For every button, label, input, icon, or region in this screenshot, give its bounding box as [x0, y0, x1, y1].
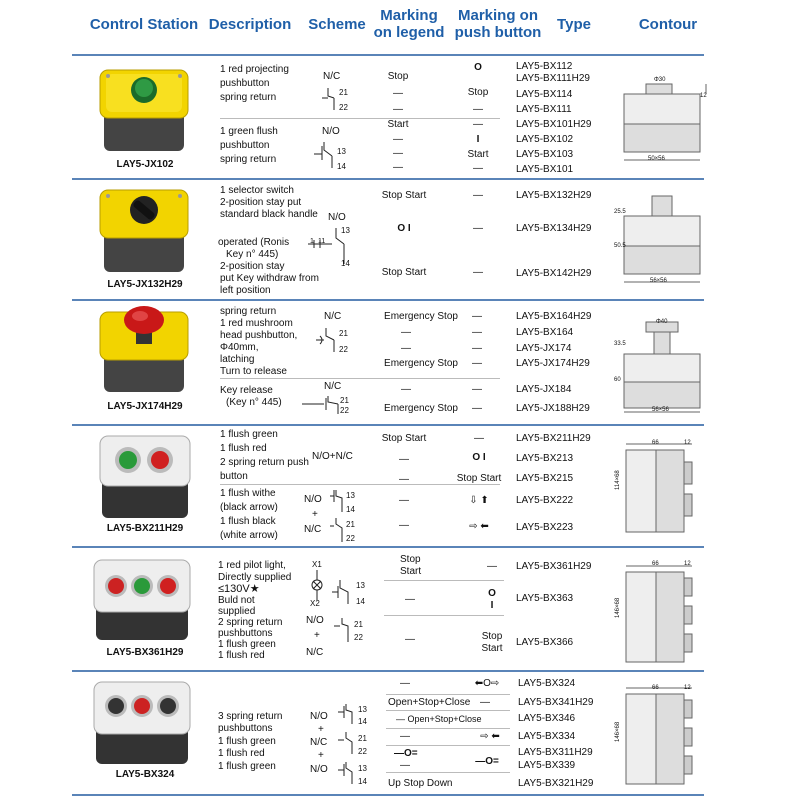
- s6-button-2: —: [480, 697, 490, 708]
- s6-subrule-1: [386, 694, 510, 695]
- s4-type-2: LAY5-BX213: [516, 453, 574, 464]
- s5-dim-2: 12: [684, 561, 691, 567]
- header-rule: [72, 54, 704, 56]
- s2-button-2: —: [473, 223, 483, 234]
- s4-legend-4: —: [399, 495, 409, 506]
- s1-button-5: I: [476, 134, 480, 145]
- station-label-6: LAY5-BX324: [115, 769, 175, 780]
- s3-dim-2: 33.5: [614, 341, 626, 347]
- s1-type-5: LAY5-BX101H29: [516, 119, 592, 130]
- s3-desc-3: head pushbutton,: [220, 330, 298, 341]
- s6-desc-5: 1 flush green: [218, 761, 276, 772]
- s1-desc-a-2: pushbutton: [220, 78, 270, 89]
- s3-desc-1: spring return: [220, 306, 277, 317]
- s1-scheme-no: N/O: [322, 126, 340, 137]
- s4-legend-2: —: [399, 454, 409, 465]
- s5-legend-4: —: [405, 634, 415, 645]
- s2-contour-drawing: [612, 190, 712, 288]
- s4-desc-2: 1 flush red: [220, 443, 267, 454]
- s1-legend-2: —: [393, 88, 403, 99]
- s1-contact-no-symbol: [312, 140, 338, 170]
- s6-type-6: LAY5-BX339: [518, 760, 576, 771]
- s5-desc-2: Directly supplied: [218, 572, 292, 583]
- s1-desc-a-1: 1 red projecting: [220, 64, 289, 75]
- s3-dim-4: 56×56: [652, 407, 669, 413]
- s5-n13: 13: [356, 581, 365, 590]
- section-rule-2: [72, 299, 704, 301]
- s6-scheme-1: N/O: [310, 711, 328, 722]
- s4-desc-6: (black arrow): [220, 502, 278, 513]
- s4-type-3: LAY5-BX215: [516, 473, 574, 484]
- section-rule-4: [72, 546, 704, 548]
- s3-desc-8: (Key n° 445): [226, 397, 282, 408]
- s3-scheme-nc-2: N/C: [324, 381, 342, 392]
- s6-n13-b: 13: [358, 764, 367, 773]
- s6-type-2: LAY5-BX341H29: [518, 697, 594, 708]
- s4-n22: 22: [346, 534, 355, 543]
- s5-subrule-1: [384, 580, 504, 581]
- s5-x1: X1: [312, 560, 322, 569]
- station-label-3: LAY5-JX174H29: [107, 401, 183, 412]
- s3-type-2: LAY5-BX164: [516, 327, 574, 338]
- s4-button-1: —: [474, 433, 484, 444]
- s4-legend-5: —: [399, 520, 409, 531]
- s5-legend-2: Start: [400, 566, 422, 577]
- s3-legend-4: Emergency Stop: [384, 358, 458, 369]
- s6-row-7: Up Stop Down: [388, 778, 453, 789]
- s6-button-4: ⇨ ⬅: [480, 731, 500, 742]
- s3-subrule: [220, 378, 500, 379]
- s3-desc-2: 1 red mushroom: [220, 318, 293, 329]
- s4-n14: 14: [346, 505, 355, 514]
- s6-contact-symbols: [336, 702, 360, 786]
- s1-no-14: 14: [337, 162, 346, 171]
- s3-button-1: —: [472, 311, 482, 322]
- s1-contact-nc-symbol: [318, 86, 340, 112]
- s6-type-4: LAY5-BX334: [518, 731, 576, 742]
- s2-type-2: LAY5-BX134H29: [516, 223, 592, 234]
- s6-dim-1: 66: [652, 685, 659, 691]
- s4-desc-1: 1 flush green: [220, 429, 278, 440]
- s1-type-8: LAY5-BX101: [516, 164, 574, 175]
- s6-row-5: —O=: [394, 748, 418, 759]
- s4-desc-7: 1 flush black: [220, 516, 276, 527]
- s4-scheme: N/O+N/C: [312, 451, 353, 462]
- s5-subrule-2: [384, 615, 504, 616]
- s1-subrule: [220, 118, 500, 119]
- s2-desc-5: Key n° 445): [226, 249, 279, 260]
- s5-desc-3: ≤130V★: [218, 583, 260, 595]
- s6-n14-a: 14: [358, 717, 367, 726]
- station-image-bx361h29: [90, 556, 194, 644]
- s5-dim-1: 66: [652, 561, 659, 567]
- s5-desc-8: 1 flush green: [218, 639, 276, 650]
- s5-type-1: LAY5-BX361H29: [516, 561, 592, 572]
- s3-button-6: —: [472, 403, 482, 414]
- s3-type-5: LAY5-JX184: [516, 384, 572, 395]
- s4-type-1: LAY5-BX211H29: [516, 433, 591, 444]
- s2-dim-3: 56×56: [650, 278, 667, 284]
- s3-button-2: —: [472, 327, 482, 338]
- s5-button-5: Start: [481, 643, 503, 654]
- s1-type-4: LAY5-BX111: [516, 104, 572, 115]
- s1-no-13: 13: [337, 147, 346, 156]
- header-control-station: Control Station: [89, 16, 199, 33]
- header-marking-legend: [368, 7, 450, 41]
- s5-type-2: LAY5-BX363: [516, 593, 574, 604]
- station-label-5: LAY5-BX361H29: [106, 647, 184, 658]
- s1-desc-b-1: 1 green flush: [220, 126, 278, 137]
- s5-scheme-plus: +: [314, 630, 320, 641]
- s4-desc-3: 2 spring return push: [220, 457, 309, 468]
- s2-button-1: —: [473, 190, 483, 201]
- s6-button-5: —O=: [475, 756, 499, 767]
- header-marking-button: [448, 7, 548, 41]
- s1-button-2: Stop: [467, 87, 489, 98]
- s6-scheme-2: +: [318, 724, 324, 735]
- s5-n14: 14: [356, 597, 365, 606]
- s4-type-5: LAY5-BX223: [516, 522, 574, 533]
- s3-n21-b: 21: [340, 396, 349, 405]
- s4-scheme-plus: +: [312, 509, 318, 520]
- s5-n22: 22: [354, 633, 363, 642]
- s4-dim-3: 114×68: [615, 470, 621, 490]
- s5-dim-3: 146×68: [615, 597, 621, 618]
- s6-scheme-5: N/O: [310, 764, 328, 775]
- s4-contour-drawing: [614, 440, 704, 536]
- s5-legend-3: —: [405, 594, 415, 605]
- s5-button-1: —: [487, 561, 497, 572]
- s2-dim-2: 50.5: [614, 243, 626, 249]
- header-contour: Contour: [638, 16, 698, 33]
- s1-button-3: —: [473, 104, 483, 115]
- s6-row-2: Open+Stop+Close: [388, 697, 471, 708]
- s1-button-7: —: [473, 163, 483, 174]
- s1-dim-2: 12: [700, 93, 707, 99]
- s3-legend-6: Emergency Stop: [384, 403, 458, 414]
- station-label-4: LAY5-BX211H29: [106, 523, 184, 534]
- s3-contour-drawing: [612, 316, 712, 416]
- s6-scheme-4: +: [318, 750, 324, 761]
- s3-button-4: —: [472, 358, 482, 369]
- s2-legend-2: O I: [397, 223, 411, 234]
- s6-type-3: LAY5-BX346: [518, 713, 576, 724]
- s5-button-3: I: [490, 600, 494, 611]
- s6-contour-drawing: [614, 684, 704, 788]
- s5-n21: 21: [354, 620, 363, 629]
- section-rule-6: [72, 794, 704, 796]
- s2-n1: 1: [310, 238, 314, 245]
- s5-desc-6: 2 spring return: [218, 617, 283, 628]
- s1-button-6: Start: [467, 149, 489, 160]
- s6-desc-2: pushbuttons: [218, 723, 273, 734]
- header-marking-button-line1: Marking on: [457, 7, 538, 24]
- s3-type-3: LAY5-JX174: [516, 343, 572, 354]
- s1-button-1: O: [474, 62, 482, 73]
- s6-subrule-4: [386, 745, 510, 746]
- s4-button-4: ⇩ ⬆: [469, 495, 489, 506]
- s4-legend-3: —: [399, 474, 409, 485]
- s1-dim-3: 50×56: [648, 156, 665, 162]
- s2-legend-1: Stop Start: [381, 190, 427, 201]
- s3-type-4: LAY5-JX174H29: [516, 358, 590, 369]
- s6-dim-2: 12: [684, 685, 691, 691]
- s6-row-1: —: [400, 678, 410, 689]
- s6-button-1: ⬅O⇨: [474, 678, 500, 689]
- s4-scheme-no: N/O: [304, 494, 322, 505]
- s4-button-3: Stop Start: [456, 473, 502, 484]
- s1-legend-1: Stop: [387, 71, 409, 82]
- s6-n22: 22: [358, 747, 367, 756]
- s3-legend-5: —: [401, 384, 411, 395]
- s3-n21-a: 21: [339, 329, 348, 338]
- station-image-jx174h29: [96, 304, 196, 396]
- s3-legend-3: —: [401, 343, 411, 354]
- s4-n21: 21: [346, 520, 355, 529]
- s5-x2: X2: [310, 599, 320, 608]
- s4-type-4: LAY5-BX222: [516, 495, 574, 506]
- s1-legend-5: —: [393, 134, 403, 145]
- header-marking-legend-line1: Marking: [380, 7, 438, 24]
- s1-desc-b-2: pushbutton: [220, 140, 270, 151]
- s5-desc-7: pushbuttons: [218, 628, 273, 639]
- s6-subrule-5: [386, 772, 510, 773]
- s1-button-4: —: [473, 119, 483, 130]
- s2-dim-1: 25.5: [614, 209, 626, 215]
- s3-button-5: —: [472, 384, 482, 395]
- s4-legend-1: Stop Start: [381, 433, 427, 444]
- s4-desc-8: (white arrow): [220, 530, 278, 541]
- s1-legend-3: —: [393, 104, 403, 115]
- s3-n22-b: 22: [340, 406, 349, 415]
- s4-scheme-nc: N/C: [304, 524, 322, 535]
- s4-desc-4: button: [220, 471, 248, 482]
- s6-desc-4: 1 flush red: [218, 748, 265, 759]
- s2-desc-6: 2-position stay: [220, 261, 285, 272]
- s3-legend-2: —: [401, 327, 411, 338]
- s5-desc-9: 1 flush red: [218, 650, 265, 661]
- s2-desc-1: 1 selector switch: [220, 185, 294, 196]
- s2-desc-2: 2-position stay put: [220, 197, 302, 208]
- s3-dim-1: Φ40: [656, 319, 668, 325]
- s2-n13: 13: [341, 226, 350, 235]
- s1-type-6: LAY5-BX102: [516, 134, 574, 145]
- s6-scheme-3: N/C: [310, 737, 328, 748]
- s5-scheme-no: N/O: [306, 615, 324, 626]
- s1-nc-21: 21: [339, 88, 348, 97]
- s3-scheme-nc-1: N/C: [324, 311, 342, 322]
- s2-n11: 11: [318, 238, 326, 245]
- s1-legend-7: —: [393, 162, 403, 173]
- s6-subrule-3: [386, 728, 510, 729]
- s6-subrule-2: [386, 710, 510, 711]
- s4-button-2: O I: [472, 452, 486, 463]
- s5-button-2: O: [488, 588, 496, 599]
- header-marking-button-line2: push button: [454, 24, 542, 41]
- s2-type-1: LAY5-BX132H29: [516, 190, 592, 201]
- s6-n14-b: 14: [358, 777, 367, 786]
- s1-legend-6: —: [393, 148, 403, 159]
- s2-type-3: LAY5-BX142H29: [516, 268, 592, 279]
- s4-dim-1: 66: [652, 440, 659, 446]
- s1-dim-1: Φ30: [654, 77, 666, 83]
- s5-type-3: LAY5-BX366: [516, 637, 574, 648]
- header-scheme: Scheme: [308, 16, 366, 33]
- s5-desc-5: supplied: [218, 606, 256, 617]
- header-description: Description: [208, 16, 292, 33]
- s5-button-4: Stop: [481, 631, 503, 642]
- s6-row-4: —: [400, 731, 410, 742]
- s3-button-3: —: [472, 343, 482, 354]
- s3-contact-symbol-2: [300, 394, 358, 416]
- station-image-jx102: [96, 66, 196, 156]
- s5-contour-drawing: [614, 562, 704, 666]
- s4-contact-symbols: [326, 488, 348, 544]
- section-rule-1: [72, 178, 704, 180]
- station-image-jx132h29: [96, 186, 196, 276]
- s6-type-7: LAY5-BX321H29: [518, 778, 594, 789]
- s2-button-3: —: [473, 267, 483, 278]
- s5-contact-no: [330, 578, 354, 606]
- s3-type-1: LAY5-BX164H29: [516, 311, 592, 322]
- s2-legend-3: Stop Start: [381, 267, 427, 278]
- s5-legend-1: Stop: [400, 554, 421, 565]
- s5-contact-nc: [332, 616, 354, 644]
- s4-dim-2: 12: [684, 440, 691, 446]
- s6-row-3: — Open+Stop+Close: [396, 714, 482, 724]
- s2-scheme-no: N/O: [328, 212, 346, 223]
- s1-desc-a-3: spring return: [220, 92, 277, 103]
- s1-type-2: LAY5-BX111H29: [516, 73, 590, 84]
- s3-contact-symbol-1: [314, 324, 340, 354]
- s3-legend-1: Emergency Stop: [384, 311, 458, 322]
- s3-desc-6: Turn to release: [220, 366, 287, 377]
- station-image-bx324: [90, 678, 194, 768]
- s6-dim-3: 146×68: [615, 721, 621, 742]
- s3-desc-5: latching: [220, 354, 255, 365]
- s4-desc-5: 1 flush withe: [220, 488, 276, 499]
- s3-type-6: LAY5-JX188H29: [516, 403, 590, 414]
- station-label-2: LAY5-JX132H29: [107, 279, 183, 290]
- section-rule-5: [72, 670, 704, 672]
- s3-n22-a: 22: [339, 345, 348, 354]
- s1-type-1: LAY5-BX112: [516, 61, 573, 72]
- s5-desc-1: 1 red pilot light,: [218, 560, 286, 571]
- s6-desc-1: 3 spring return: [218, 711, 283, 722]
- s2-desc-7: put Key withdraw from: [220, 273, 319, 284]
- s2-desc-4: operated (Ronis: [218, 237, 290, 248]
- s2-n14: 14: [341, 259, 350, 268]
- s6-desc-3: 1 flush green: [218, 736, 276, 747]
- s6-row-6: —: [400, 760, 410, 771]
- s1-desc-b-3: spring return: [220, 154, 277, 165]
- s1-type-3: LAY5-BX114: [516, 89, 573, 100]
- s1-nc-22: 22: [339, 103, 348, 112]
- s6-n21: 21: [358, 734, 367, 743]
- s1-legend-4: Start: [387, 119, 409, 130]
- s6-type-5: LAY5-BX311H29: [518, 747, 593, 758]
- station-image-bx211h29: [96, 432, 196, 522]
- header-type: Type: [557, 16, 591, 33]
- s6-n13-a: 13: [358, 705, 367, 714]
- s5-scheme-nc: N/C: [306, 647, 324, 658]
- s4-button-5: ⇨ ⬅: [469, 521, 489, 532]
- header-marking-legend-line2: on legend: [373, 24, 445, 41]
- s4-n13: 13: [346, 491, 355, 500]
- s1-type-7: LAY5-BX103: [516, 149, 574, 160]
- section-rule-3: [72, 424, 704, 426]
- s1-scheme-nc: N/C: [323, 71, 341, 82]
- s3-desc-4: Φ40mm,: [220, 342, 259, 353]
- station-label-1: LAY5-JX102: [116, 159, 174, 170]
- s2-desc-8: left position: [220, 285, 271, 296]
- s6-type-1: LAY5-BX324: [518, 678, 576, 689]
- s2-desc-3: standard black handle: [220, 209, 318, 220]
- s3-desc-7: Key release: [220, 385, 273, 396]
- s5-desc-4: Buld not: [218, 595, 255, 606]
- s3-dim-3: 60: [614, 377, 621, 383]
